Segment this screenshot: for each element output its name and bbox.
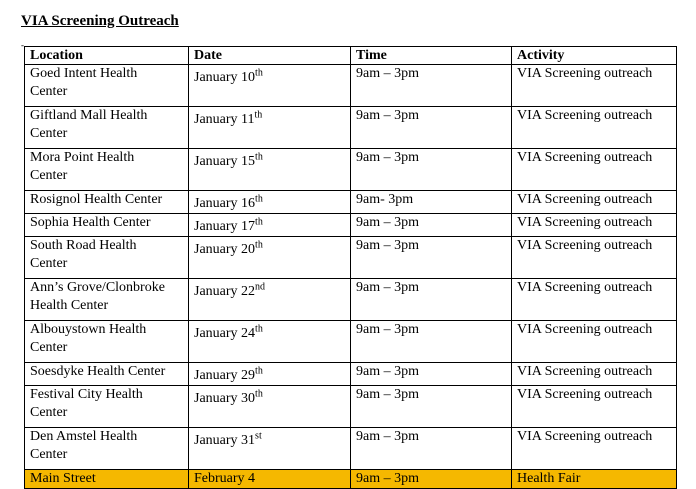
table-row xyxy=(25,107,677,149)
date-text: January 30 xyxy=(194,391,256,406)
cell-date xyxy=(189,149,351,191)
cell-date xyxy=(189,107,351,149)
cell-date xyxy=(189,386,351,428)
date-text: January 20 xyxy=(194,242,256,257)
cell-location xyxy=(25,363,189,386)
date-text: January 16 xyxy=(194,196,256,211)
table-row xyxy=(25,386,677,428)
date-ordinal-suffix: th xyxy=(255,365,263,377)
cell-activity: VIA Screening outreach xyxy=(512,149,677,191)
cell-activity: VIA Screening outreach xyxy=(512,386,677,428)
cell-location xyxy=(25,149,189,191)
table-row xyxy=(25,470,677,489)
cell-activity: VIA Screening outreach xyxy=(512,279,677,321)
cell-date xyxy=(189,237,351,279)
location-line-1: Rosignol Health Center xyxy=(30,192,163,207)
header-location: Location xyxy=(25,47,189,65)
cell-activity: VIA Screening outreach xyxy=(512,237,677,279)
cell-date xyxy=(189,321,351,363)
location-line-2: Center xyxy=(30,84,68,99)
document-title: VIA Screening Outreach xyxy=(21,13,179,29)
schedule-table xyxy=(24,46,677,489)
cell-activity: VIA Screening outreach xyxy=(512,65,677,107)
cell-date xyxy=(189,470,351,489)
table-row xyxy=(25,279,677,321)
location-line-1: Festival City Health xyxy=(30,387,143,402)
stray-mark: - xyxy=(21,40,24,50)
location-line-2: Center xyxy=(30,256,68,271)
location-line-1: Giftland Mall Health xyxy=(30,108,148,123)
cell-date xyxy=(189,191,351,214)
date-text: January 22 xyxy=(194,284,256,299)
header-activity: Activity xyxy=(512,47,677,65)
cell-time: 9am – 3pm xyxy=(351,214,512,237)
location-line-2: Health Center xyxy=(30,298,109,313)
cell-activity: VIA Screening outreach xyxy=(512,428,677,470)
table-row xyxy=(25,65,677,107)
cell-date xyxy=(189,279,351,321)
location-line-1: Albouystown Health xyxy=(30,322,147,337)
cell-activity: VIA Screening outreach xyxy=(512,363,677,386)
table-header-row xyxy=(25,47,677,65)
cell-time: 9am – 3pm xyxy=(351,65,512,107)
cell-activity: VIA Screening outreach xyxy=(512,107,677,149)
cell-time: 9am – 3pm xyxy=(351,237,512,279)
cell-time: 9am – 3pm xyxy=(351,279,512,321)
table-row xyxy=(25,149,677,191)
location-line-2: Center xyxy=(30,447,68,462)
cell-location xyxy=(25,191,189,214)
cell-activity: VIA Screening outreach xyxy=(512,191,677,214)
header-date: Date xyxy=(189,47,351,65)
cell-date xyxy=(189,363,351,386)
cell-location xyxy=(25,107,189,149)
location-line-1: Mora Point Health xyxy=(30,150,135,165)
date-ordinal-suffix: th xyxy=(255,239,263,251)
cell-date xyxy=(189,65,351,107)
location-line-1: Main Street xyxy=(30,471,96,486)
cell-location xyxy=(25,65,189,107)
location-line-1: Ann’s Grove/Clonbroke xyxy=(30,280,165,295)
cell-location xyxy=(25,386,189,428)
location-line-2: Center xyxy=(30,340,68,355)
table-row xyxy=(25,428,677,470)
date-text: January 15 xyxy=(194,154,256,169)
date-text: February 4 xyxy=(194,471,256,486)
table-row xyxy=(25,237,677,279)
location-line-1: Sophia Health Center xyxy=(30,215,151,230)
date-text: January 17 xyxy=(194,219,256,234)
date-ordinal-suffix: th xyxy=(255,216,263,228)
location-line-2: Center xyxy=(30,126,68,141)
location-line-1: Den Amstel Health xyxy=(30,429,138,444)
cell-location xyxy=(25,237,189,279)
date-text: January 31 xyxy=(194,433,256,448)
cell-location xyxy=(25,470,189,489)
cell-time: 9am – 3pm xyxy=(351,149,512,191)
cell-time: 9am – 3pm xyxy=(351,107,512,149)
date-ordinal-suffix: th xyxy=(255,323,263,335)
cell-date xyxy=(189,214,351,237)
date-ordinal-suffix: nd xyxy=(255,281,266,293)
table-row xyxy=(25,363,677,386)
cell-location xyxy=(25,214,189,237)
location-line-2: Center xyxy=(30,405,68,420)
cell-activity: VIA Screening outreach xyxy=(512,321,677,363)
date-text: January 10 xyxy=(194,70,256,85)
date-text: January 11 xyxy=(194,112,255,127)
location-line-1: Goed Intent Health xyxy=(30,66,138,81)
cell-activity: Health Fair xyxy=(512,470,677,489)
cell-time: 9am – 3pm xyxy=(351,470,512,489)
cell-date xyxy=(189,428,351,470)
date-ordinal-suffix: th xyxy=(255,151,263,163)
cell-location xyxy=(25,279,189,321)
cell-time: 9am – 3pm xyxy=(351,386,512,428)
cell-time: 9am- 3pm xyxy=(351,191,512,214)
date-text: January 29 xyxy=(194,368,256,383)
table-row xyxy=(25,321,677,363)
cell-location xyxy=(25,321,189,363)
date-ordinal-suffix: st xyxy=(255,430,262,442)
date-ordinal-suffix: th xyxy=(255,193,263,205)
date-ordinal-suffix: th xyxy=(255,67,263,79)
location-line-1: South Road Health xyxy=(30,238,137,253)
location-line-1: Soesdyke Health Center xyxy=(30,364,166,379)
cell-location xyxy=(25,428,189,470)
header-time: Time xyxy=(351,47,512,65)
table-row xyxy=(25,191,677,214)
cell-time: 9am – 3pm xyxy=(351,321,512,363)
date-ordinal-suffix: th xyxy=(255,388,263,400)
location-line-2: Center xyxy=(30,168,68,183)
cell-activity: VIA Screening outreach xyxy=(512,214,677,237)
cell-time: 9am – 3pm xyxy=(351,363,512,386)
date-ordinal-suffix: th xyxy=(254,109,263,121)
date-text: January 24 xyxy=(194,326,256,341)
table-row xyxy=(25,214,677,237)
cell-time: 9am – 3pm xyxy=(351,428,512,470)
